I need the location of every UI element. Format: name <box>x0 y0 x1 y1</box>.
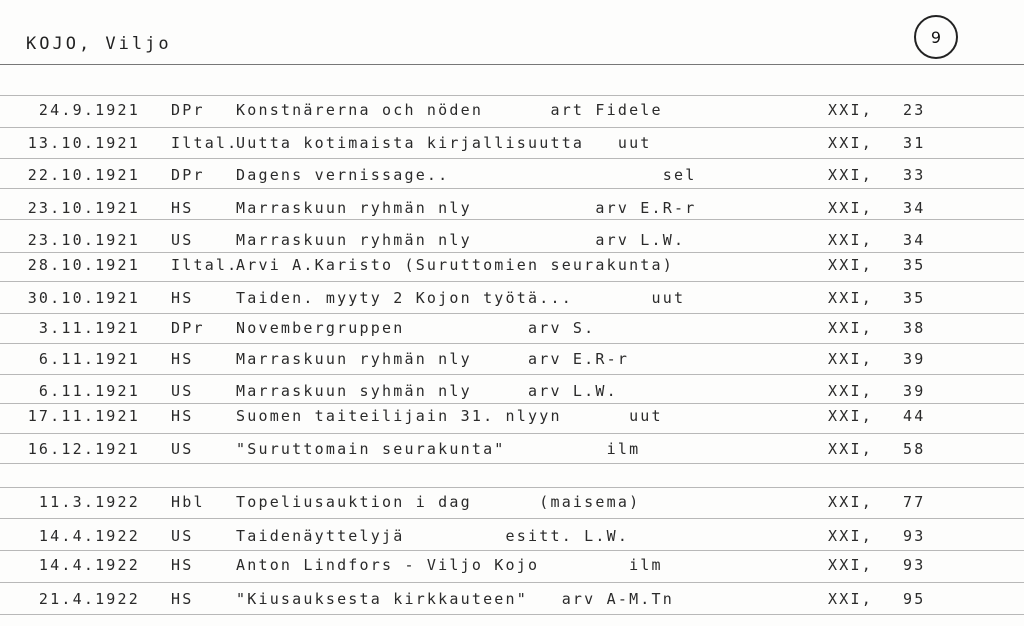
entry-page: 93 <box>903 556 926 574</box>
entry-source: HS <box>171 407 194 425</box>
entry-page: 31 <box>903 134 926 152</box>
entry-date: 3.11.1921 <box>38 319 140 337</box>
entry-row <box>0 526 1024 556</box>
entry-row <box>0 439 1024 469</box>
entry-page: 34 <box>903 231 926 249</box>
entry-volume: XXI, <box>828 407 873 425</box>
entry-source: US <box>171 382 194 400</box>
entry-volume: XXI, <box>828 319 873 337</box>
entry-title: "Suruttomain seurakunta" ilm <box>236 440 641 458</box>
entry-source: HS <box>171 199 194 217</box>
entry-date: 14.4.1922 <box>38 556 140 574</box>
card-title: KOJO, Viljo <box>26 34 172 54</box>
entry-date: 11.3.1922 <box>38 493 140 511</box>
entry-volume: XXI, <box>828 166 873 184</box>
entry-volume: XXI, <box>828 199 873 217</box>
entry-source: HS <box>171 590 194 608</box>
entry-date: 30.10.1921 <box>27 289 140 307</box>
entry-title: Topeliusauktion i dag (maisema) <box>236 493 641 511</box>
entry-page: 39 <box>903 350 926 368</box>
entry-source: US <box>171 440 194 458</box>
entry-volume: XXI, <box>828 256 873 274</box>
entry-date: 28.10.1921 <box>27 256 140 274</box>
entry-date: 6.11.1921 <box>38 350 140 368</box>
entry-row <box>0 349 1024 379</box>
entry-title: Marraskuun ryhmän nly arv L.W. <box>236 231 686 249</box>
entry-title: Anton Lindfors - Viljo Kojo ilm <box>236 556 663 574</box>
entry-page: 38 <box>903 319 926 337</box>
entry-volume: XXI, <box>828 590 873 608</box>
entry-date: 23.10.1921 <box>27 199 140 217</box>
entry-source: HS <box>171 289 194 307</box>
entry-row <box>0 406 1024 436</box>
entry-date: 21.4.1922 <box>38 590 140 608</box>
entry-date: 14.4.1922 <box>38 527 140 545</box>
entry-row <box>0 288 1024 318</box>
entry-source: US <box>171 231 194 249</box>
entry-title: Marraskuun syhmän nly arv L.W. <box>236 382 618 400</box>
entry-title: Uutta kotimaista kirjallisuutta uut <box>236 134 652 152</box>
entry-title: Marraskuun ryhmän nly arv E.R-r <box>236 350 630 368</box>
entry-date: 24.9.1921 <box>38 101 140 119</box>
entry-page: 93 <box>903 527 926 545</box>
entry-page: 95 <box>903 590 926 608</box>
entry-page: 58 <box>903 440 926 458</box>
entry-row <box>0 165 1024 195</box>
entry-source: DPr <box>171 319 205 337</box>
entry-page: 39 <box>903 382 926 400</box>
entry-source: DPr <box>171 101 205 119</box>
entry-title: Dagens vernissage.. sel <box>236 166 697 184</box>
entry-page: 34 <box>903 199 926 217</box>
entry-date: 6.11.1921 <box>38 382 140 400</box>
entry-source: Iltal. <box>171 256 239 274</box>
entry-volume: XXI, <box>828 101 873 119</box>
entry-row <box>0 492 1024 522</box>
entry-title: Arvi A.Karisto (Suruttomien seurakunta) <box>236 256 674 274</box>
entry-row <box>0 198 1024 228</box>
header-divider <box>0 64 1024 65</box>
entry-date: 13.10.1921 <box>27 134 140 152</box>
entry-source: DPr <box>171 166 205 184</box>
entry-page: 44 <box>903 407 926 425</box>
entry-source: Iltal. <box>171 134 239 152</box>
entry-page: 23 <box>903 101 926 119</box>
entry-date: 16.12.1921 <box>27 440 140 458</box>
entry-volume: XXI, <box>828 382 873 400</box>
entry-volume: XXI, <box>828 440 873 458</box>
entry-volume: XXI, <box>828 289 873 307</box>
entry-page: 35 <box>903 256 926 274</box>
entry-page: 33 <box>903 166 926 184</box>
entry-row <box>0 255 1024 285</box>
ruled-line <box>0 95 1024 96</box>
entry-row <box>0 318 1024 348</box>
entry-date: 23.10.1921 <box>27 231 140 249</box>
entry-title: Novembergruppen arv S. <box>236 319 596 337</box>
entry-volume: XXI, <box>828 556 873 574</box>
entry-row <box>0 555 1024 585</box>
entry-title: Suomen taiteilijain 31. nlyyn uut <box>236 407 663 425</box>
entry-title: Taidenäyttelyjä esitt. L.W. <box>236 527 630 545</box>
entry-source: US <box>171 527 194 545</box>
entry-volume: XXI, <box>828 231 873 249</box>
entry-volume: XXI, <box>828 527 873 545</box>
entry-source: HS <box>171 556 194 574</box>
entry-source: HS <box>171 350 194 368</box>
entry-row <box>0 133 1024 163</box>
entry-source: Hbl <box>171 493 205 511</box>
entry-page: 77 <box>903 493 926 511</box>
entry-title: Taiden. myyty 2 Kojon työtä... uut <box>236 289 686 307</box>
entry-title: "Kiusauksesta kirkkauteen" arv A-M.Tn <box>236 590 674 608</box>
entry-date: 17.11.1921 <box>27 407 140 425</box>
entry-row <box>0 100 1024 130</box>
entry-title: Marraskuun ryhmän nly arv E.R-r <box>236 199 697 217</box>
entry-page: 35 <box>903 289 926 307</box>
entry-volume: XXI, <box>828 350 873 368</box>
ruled-line <box>0 487 1024 488</box>
entry-row <box>0 589 1024 619</box>
entry-title: Konstnärerna och nöden art Fidele <box>236 101 663 119</box>
entry-volume: XXI, <box>828 493 873 511</box>
entry-date: 22.10.1921 <box>27 166 140 184</box>
card-number-circle: 9 <box>914 15 958 59</box>
entry-volume: XXI, <box>828 134 873 152</box>
